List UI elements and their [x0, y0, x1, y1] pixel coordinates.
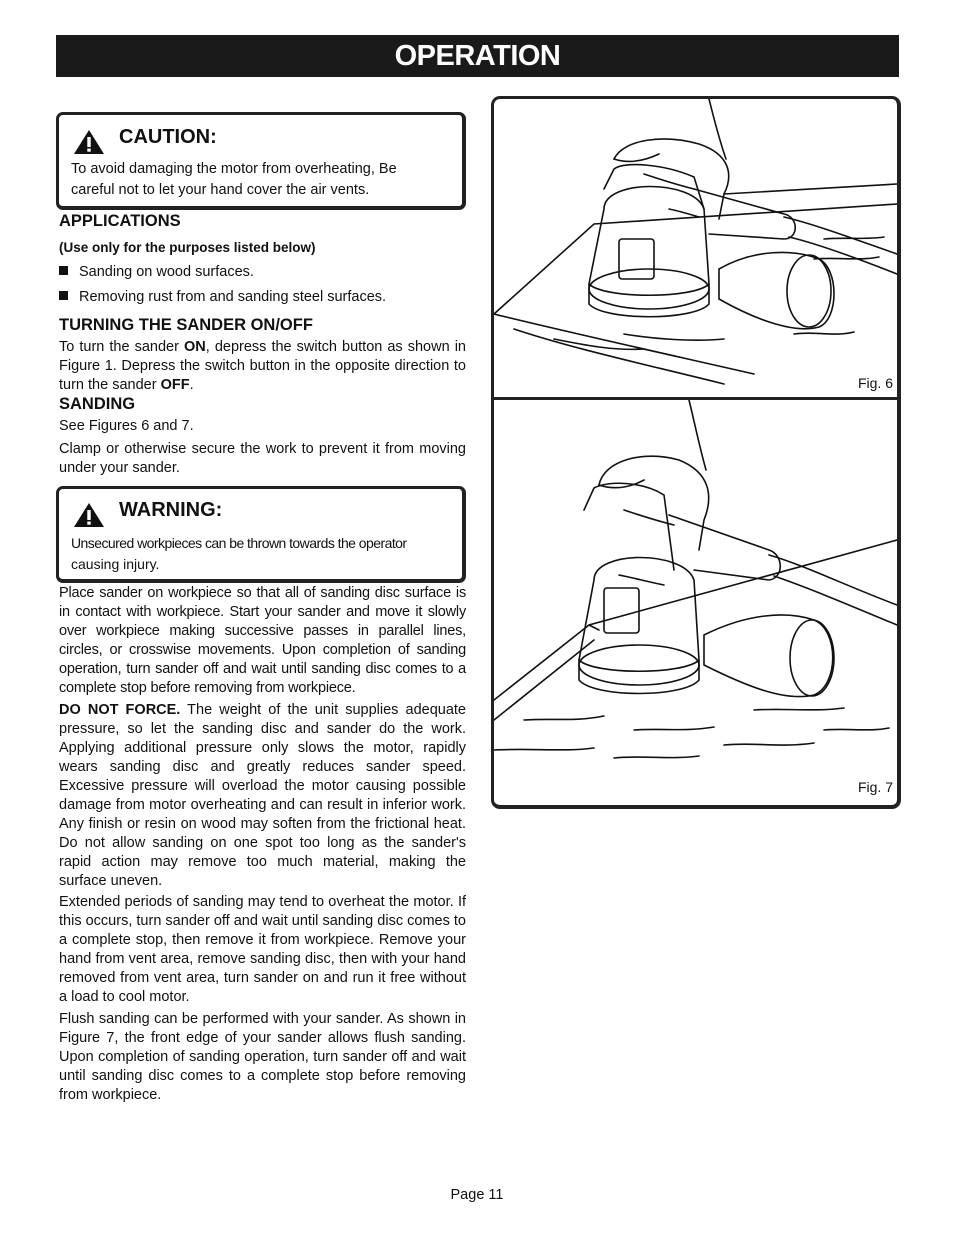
- caution-text: [71, 159, 451, 201]
- page-title: OPERATION: [394, 40, 561, 72]
- list-item: [59, 264, 254, 280]
- turning-text-part: To turn the sander: [59, 339, 184, 355]
- warning-triangle-icon: [73, 129, 105, 155]
- list-item-text: Removing rust from and sanding steel surfaces.: [79, 289, 387, 305]
- bullet-square-icon: [59, 291, 68, 300]
- warning-text: [71, 533, 451, 575]
- caution-line: careful not to let your hand cover the air vents.: [71, 182, 370, 198]
- turning-text-part: .: [189, 377, 194, 393]
- figure-7-label: Fig. 7: [857, 779, 893, 795]
- sanding-text-2: Clamp or otherwise secure the work to prevent it from moving under your sander.: [59, 441, 466, 476]
- turning-heading: TURNING THE SANDER ON/OFF: [59, 316, 313, 334]
- warning-line: Unsecured workpieces can be thrown towards the operator: [71, 535, 407, 551]
- turning-text: [59, 338, 466, 395]
- sanding-text-1: See Figures 6 and 7.: [59, 418, 194, 434]
- page-title-bar: [56, 35, 899, 77]
- body-paragraph-4: Flush sanding can be performed with your sander. As shown in Figure 7, the front edge of your sander allows flush sanding. Upon completion of sanding operation, turn sander off and wait until sanding disc comes to a complete stop before removing from workpiece.: [59, 1011, 466, 1103]
- body-paragraph-2: [59, 701, 466, 891]
- on-label: ON: [184, 339, 206, 355]
- applications-heading: APPLICATIONS: [59, 212, 181, 230]
- figure-6-illustration: [494, 99, 897, 397]
- body-paragraph-2-text: The weight of the unit supplies adequate pressure, so let the sanding disc and sander do the work. Applying additional pressure only slows the motor, rapidly wears sanding disc and greatly reduces sander speed. Excessive pressure will overload the motor causing possible damage from motor overheating and can result in inferior work. Any finish or resin on wood may soften from the frictional heat. Do not allow sanding on one spot too long as the sander's rapid action may remove too much material, making the surface uneven.: [59, 702, 466, 889]
- body-paragraph-1: Place sander on workpiece so that all of sanding disc surface is in contact with workpiece. Start your sander and move it slowly over workpiece making successive passes in parallel lines, circles, or crosswise movements. Upon completion of sanding operation, turn sander off and wait until sanding disc comes to a complete stop before removing from workpiece.: [59, 585, 466, 696]
- warning-triangle-icon: [73, 502, 105, 528]
- turning-text-part: , depress the switch button as shown in Figure 1. Depress the switch button in the opposite direction to turn the sander: [59, 339, 466, 393]
- list-item: [59, 289, 386, 305]
- list-item-text: Sanding on wood surfaces.: [79, 264, 254, 280]
- warning-line: causing injury.: [71, 556, 160, 572]
- off-label: OFF: [160, 377, 190, 393]
- figures-frame: [491, 96, 901, 809]
- body-paragraph-3: Extended periods of sanding may tend to overheat the motor. If this occurs, turn sander off and wait until sanding disc comes to a complete stop, then remove it from workpiece. Remove your hand from vent area, remove sanding disc, then with your hand removed from vent area, turn sander on and run it free without a load to cool motor.: [59, 894, 466, 1005]
- bullet-square-icon: [59, 266, 68, 275]
- sanding-heading: SANDING: [59, 395, 136, 413]
- page-number: Page 11: [450, 1187, 504, 1203]
- warning-box: [56, 486, 466, 583]
- do-not-force-label: DO NOT FORCE.: [59, 702, 181, 718]
- figure-6-label: Fig. 6: [857, 375, 893, 391]
- caution-title: CAUTION:: [119, 126, 217, 148]
- figure-7-illustration: [494, 400, 897, 804]
- caution-box: [56, 112, 466, 210]
- applications-note: (Use only for the purposes listed below): [59, 240, 316, 255]
- caution-line: To avoid damaging the motor from overheating, Be: [71, 161, 397, 177]
- warning-title: WARNING:: [119, 499, 223, 521]
